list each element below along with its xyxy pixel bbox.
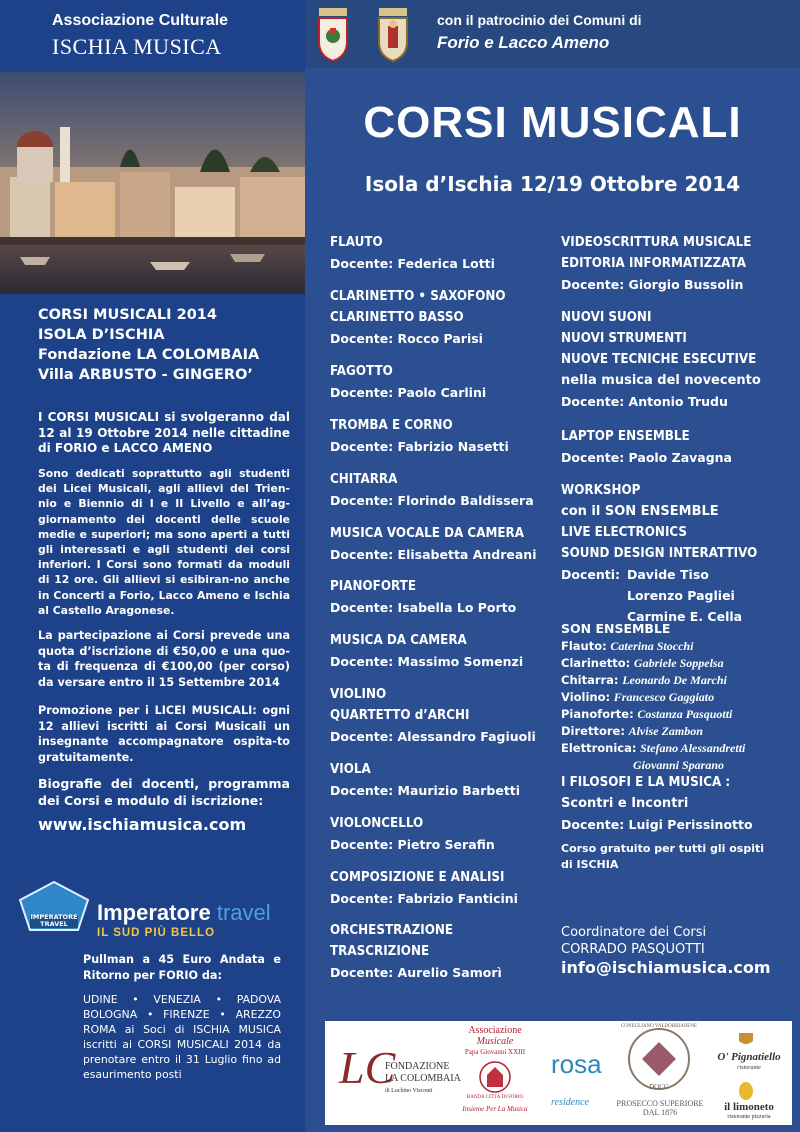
promo-paragraph: Promozione per i LICEI MUSICALI: ogni 12 allievi iscritti ai Corsi Musicali un insegnante accompagnatore ospita-to gratuitamente. — [38, 704, 290, 764]
course-name-2: NUOVI STRUMENTI — [561, 331, 687, 346]
son-member — [561, 706, 745, 723]
associazione-musicale-logo — [453, 1025, 537, 1058]
course-musica-vocale — [330, 523, 541, 565]
course-name: CLARINETTO • SAXOFONO — [330, 289, 506, 304]
bio-paragraph: Biografie dei docenti, programma dei Corsi e modulo di iscrizione: — [38, 776, 290, 808]
colombaia-line: FONDAZIONE — [385, 1061, 450, 1072]
course-teacher: Docente: Aurelio Samorì — [330, 965, 502, 980]
prosecco-docg: DOCG — [649, 1083, 669, 1091]
course-teacher: Docente: Luigi Perissinotto — [561, 817, 753, 832]
son-member — [561, 672, 745, 689]
course-violino — [330, 684, 536, 747]
course-teacher: Docente: Maurizio Barbetti — [330, 783, 521, 798]
page-title: CORSI MUSICALI — [363, 98, 742, 147]
pullman-cities: UDINE • VENEZIA • PADOVA BOLOGNA • FIRENZE • AREZZO ROMA ai Soci di ISCHIA MUSICA iscritti ai CORSI MUSICALI 2014 da prenotare entro il 31 Luglio fino ad esaurimento posti — [83, 993, 281, 1081]
sponsor-logos-strip — [325, 1021, 792, 1125]
course-pianoforte — [330, 576, 516, 618]
son-ensemble-title: SON ENSEMBLE — [561, 621, 671, 636]
imperatore-travel-badge-icon — [18, 880, 90, 940]
coordinator-email[interactable]: info@ischiamusica.com — [561, 958, 771, 977]
course-clarinetto — [330, 286, 521, 349]
forio-crest-icon — [316, 8, 350, 62]
rosa-logo: rosa — [551, 1049, 602, 1079]
course-name: MUSICA DA CAMERA — [330, 633, 467, 648]
docente-name: Lorenzo Pagliei — [626, 588, 735, 603]
limoneto-logo: il limoneto — [724, 1101, 774, 1113]
pignatiello-pot-icon — [735, 1025, 757, 1047]
assoc-line: Musicale — [476, 1036, 514, 1047]
son-member — [561, 689, 745, 706]
son-name: Gabriele Soppelsa — [633, 656, 724, 670]
assoc-line: Associazione — [468, 1025, 522, 1036]
colombaia-line: di Luchino Visconti — [385, 1088, 433, 1094]
course-name: FAGOTTO — [330, 364, 393, 379]
course-teacher: Docente: Isabella Lo Porto — [330, 600, 517, 615]
son-name: Stefano Alessandretti — [640, 741, 746, 755]
course-teacher: Docente: Paolo Zavagna — [561, 450, 732, 465]
son-role: Direttore: — [561, 724, 625, 738]
course-name: VIOLINO — [330, 687, 387, 702]
son-member — [561, 723, 745, 740]
rosa-subtitle: residence — [551, 1097, 589, 1108]
course-name-2: con il SON ENSEMBLE — [561, 504, 719, 519]
course-name-2: CLARINETTO BASSO — [330, 310, 464, 325]
course-orchestrazione — [330, 920, 502, 983]
colombaia-logo-icon: LC — [339, 1042, 396, 1093]
course-musica-camera — [330, 630, 523, 672]
assoc-band: BANDA CITTÀ DI FORIO — [466, 1095, 524, 1100]
son-ensemble-members — [561, 638, 745, 774]
course-name: CHITARRA — [330, 472, 398, 487]
course-name: ORCHESTRAZIONE — [330, 923, 454, 938]
son-member — [561, 655, 745, 672]
band-emblem-icon — [477, 1061, 513, 1093]
coordinator-name: CORRADO PASQUOTTI — [561, 942, 705, 957]
course-name-2: TRASCRIZIONE — [330, 944, 430, 959]
course-name-4: nella musica del novecento — [561, 373, 761, 388]
left-heading-line: Fondazione LA COLOMBAIA — [38, 347, 260, 363]
course-teacher: Docente: Massimo Somenzi — [330, 654, 524, 669]
forio-harbor-photo — [0, 72, 305, 294]
limoneto-lemon-icon — [735, 1079, 757, 1101]
association-name: ISCHIA MUSICA — [52, 34, 222, 59]
filosofi-note-line: Corso gratuito per tutti gli ospiti — [561, 842, 765, 855]
patronage-towns: Forio e Lacco Ameno — [437, 33, 610, 52]
course-name-2: QUARTETTO d’ARCHI — [330, 708, 470, 723]
son-name: Costanza Pasquotti — [637, 707, 733, 721]
left-heading-line: Villa ARBUSTO - GINGERO’ — [38, 367, 253, 383]
course-filosofi — [561, 772, 753, 835]
course-nuovi-suoni — [561, 307, 773, 412]
course-chitarra — [330, 469, 534, 511]
filosofi-note-line: di ISCHIA — [561, 858, 619, 871]
course-teacher: Docente: Fabrizio Nasetti — [330, 439, 509, 454]
course-composizione — [330, 867, 520, 909]
course-name-2: EDITORIA INFORMATIZZATA — [561, 256, 746, 271]
prosecco-ring: CONEGLIANO VALDOBBIADENE — [620, 1024, 698, 1029]
colombaia-line: LA COLOMBAIA — [385, 1073, 461, 1084]
son-member — [561, 638, 745, 655]
coordinator-label: Coordinatore dei Corsi — [561, 925, 707, 940]
imperatore-brand-travel: travel — [216, 900, 271, 925]
course-teacher: Docente: Alessandro Fagiuoli — [330, 729, 536, 744]
website-link[interactable]: www.ischiamusica.com — [38, 815, 247, 834]
intro-paragraph: I CORSI MUSICALI si svolgeranno dal 12 al 19 Ottobre 2014 nelle cittadine di FORIO e LACCO AMENO — [38, 410, 290, 455]
fees-paragraph: La partecipazione ai Corsi prevede una quota d’iscrizione di €50,00 e una quo-ta di frequenza di €100,00 (per corso) da versare entro il 15 Settembre 2014 — [38, 629, 290, 689]
prosecco-text — [615, 1099, 705, 1117]
docenti-label: Docenti: — [561, 567, 621, 582]
docente-name: Davide Tiso — [626, 567, 709, 582]
assoc-motto: Insieme Per La Musica — [462, 1105, 528, 1113]
course-tromba — [330, 415, 509, 457]
son-name: Leonardo De Marchi — [622, 673, 727, 687]
audience-paragraph: Sono dedicati soprattutto agli studenti dei Licei Musicali, agli allievi del Trien-nio e Biennio di I e II Livello e all’ag-giornamento dei docenti delle scuole medie e superiori; ma sono aperti a tutti gli interessati e agli studenti dei corsi inferiori. I Corsi sono formati da moduli di 12 ore. Gli allievi si esibiran-no anche in Concerti a Forio, Lacco Ameno e Ischia al Castello Aragonese. — [38, 467, 290, 617]
prosecco-line: PROSECCO SUPERIORE — [616, 1099, 704, 1108]
patronage-label: con il patrocinio dei Comuni di — [437, 12, 642, 28]
son-role: Flauto: — [561, 639, 607, 653]
imperatore-logo — [97, 900, 271, 926]
course-name-3: LIVE ELECTRONICS — [561, 525, 688, 540]
son-role: Chitarra: — [561, 673, 619, 687]
son-name: Francesco Gaggiato — [613, 690, 715, 704]
course-name: MUSICA VOCALE DA CAMERA — [330, 526, 525, 541]
course-name: VIDEOSCRITTURA MUSICALE — [561, 235, 752, 250]
limoneto-subtitle: ristorante pizzeria — [727, 1114, 771, 1120]
son-role: Violino: — [561, 690, 611, 704]
course-laptop — [561, 426, 732, 468]
course-name: I FILOSOFI E LA MUSICA : — [561, 775, 731, 790]
course-name: VIOLONCELLO — [330, 816, 424, 831]
left-heading-line: ISOLA D’ISCHIA — [38, 327, 165, 343]
prosecco-line: DAL 1876 — [642, 1108, 678, 1117]
course-name: LAPTOP ENSEMBLE — [561, 429, 690, 444]
left-heading — [38, 305, 259, 385]
assoc-line: Papa Giovanni XXIII — [464, 1048, 526, 1056]
course-videoscrittura — [561, 232, 768, 295]
lacco-ameno-crest-icon — [376, 8, 410, 62]
association-label: Associazione Culturale — [52, 12, 229, 29]
son-member — [561, 740, 745, 757]
course-name: TROMBA E CORNO — [330, 418, 453, 433]
course-name: PIANOFORTE — [330, 579, 416, 594]
pignatiello-subtitle: ristorante — [737, 1065, 761, 1071]
course-name-4: SOUND DESIGN INTERATTIVO — [561, 546, 758, 561]
course-viola — [330, 759, 520, 801]
course-fagotto — [330, 361, 486, 403]
course-teacher: Docente: Fabrizio Fanticini — [330, 891, 518, 906]
course-teacher: Docente: Elisabetta Andreani — [330, 547, 537, 562]
colombaia-logo — [385, 1061, 461, 1097]
imperatore-brand: Imperatore — [97, 900, 211, 925]
course-name: COMPOSIZIONE E ANALISI — [330, 870, 505, 885]
course-name-3: NUOVE TECNICHE ESECUTIVE — [561, 352, 757, 367]
course-violoncello — [330, 813, 495, 855]
coordinator-block — [561, 924, 706, 958]
course-teacher: Docente: Rocco Parisi — [330, 331, 483, 346]
course-teacher: Docente: Florindo Baldissera — [330, 493, 534, 508]
course-teacher: Docente: Federica Lotti — [330, 256, 495, 271]
course-teacher: Docente: Antonio Trudu — [561, 394, 728, 409]
course-teacher: Docente: Giorgio Bussolin — [561, 277, 744, 292]
docente-name: Carmine E. Cella — [626, 609, 743, 624]
course-name-2: Scontri e Incontri — [561, 796, 689, 811]
son-role: Elettronica: — [561, 741, 637, 755]
son-name: Alvise Zambon — [628, 724, 703, 738]
page-subtitle: Isola d’Ischia 12/19 Ottobre 2014 — [364, 172, 741, 196]
imperatore-tagline: IL SUD PIÙ BELLO — [97, 927, 216, 939]
course-flauto — [330, 232, 495, 274]
filosofi-note — [561, 841, 764, 873]
imperatore-badge-text: IMPERATORE TRAVEL — [30, 913, 78, 928]
course-name: NUOVI SUONI — [561, 310, 652, 325]
pignatiello-logo: O' Pignatiello — [717, 1051, 781, 1063]
son-role: Pianoforte: — [561, 707, 634, 721]
course-workshop — [561, 480, 774, 564]
son-name: Caterina Stocchi — [610, 639, 694, 653]
course-teacher: Docente: Pietro Serafin — [330, 837, 495, 852]
pullman-paragraph: Pullman a 45 Euro Andata e Ritorno per FORIO da: — [83, 953, 281, 982]
course-name: VIOLA — [330, 762, 371, 777]
son-role: Clarinetto: — [561, 656, 631, 670]
son-name: Giovanni Sparano — [633, 758, 725, 772]
workshop-docenti — [561, 564, 742, 627]
left-heading-line: CORSI MUSICALI 2014 — [38, 307, 217, 323]
course-name: FLAUTO — [330, 235, 383, 250]
course-name: WORKSHOP — [561, 483, 641, 498]
course-teacher: Docente: Paolo Carlini — [330, 385, 487, 400]
